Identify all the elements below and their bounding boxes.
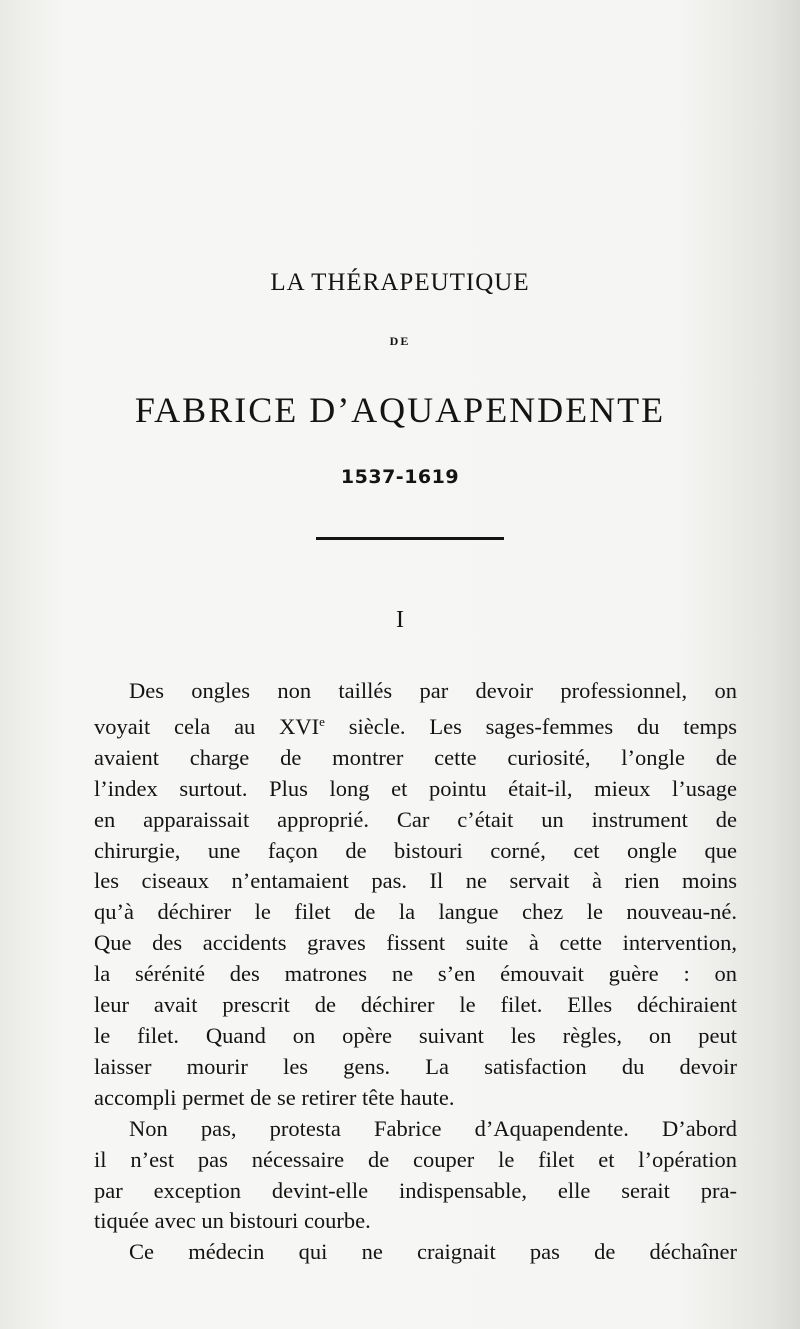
text-line: chirurgie, une façon de bistouri corné, cet ongle que	[94, 837, 737, 863]
text-line: tiquée avec un bistouri courbe.	[94, 1208, 371, 1234]
text-line: la sérénité des matrones ne s’en émouvait guère : on	[94, 961, 737, 987]
text-line: Que des accidents graves fissent suite à cette intervention,	[94, 930, 737, 956]
paragraph-3	[94, 1237, 737, 1268]
life-dates: 1537-1619	[340, 466, 460, 488]
text-fragment: siècle. Les sages-femmes du temps	[324, 713, 737, 739]
text-line: le filet. Quand on opère suivant les règles, on peut	[94, 1022, 737, 1048]
text-line: les ciseaux n’entamaient pas. Il ne servait à rien moins	[94, 868, 737, 894]
superscript: e	[319, 713, 325, 729]
text-line: Ce médecin qui ne craignait pas de déchaîner	[129, 1239, 737, 1265]
title-divider	[316, 537, 504, 540]
section-number: I	[396, 607, 404, 633]
text-line: leur avait prescrit de déchirer le filet. Elles déchiraient	[94, 992, 737, 1018]
text-line: par exception devint-elle indispensable, elle serait pra-	[94, 1177, 737, 1203]
paragraph-2	[94, 1114, 737, 1238]
text-fragment: voyait cela au XVI	[94, 713, 320, 739]
text-line: il n’est pas nécessaire de couper le filet et l’opération	[94, 1146, 737, 1172]
text-line: accompli permet de se retirer tête haute.	[94, 1084, 455, 1110]
text-line: laisser mourir les gens. La satisfaction du devoir	[94, 1053, 737, 1079]
heading-connector: DE	[389, 334, 411, 348]
text-line: Des ongles non taillés par devoir professionnel, on	[129, 678, 737, 703]
text-line: qu’à déchirer le filet de la langue chez le nouveau-né.	[94, 899, 737, 925]
text-line: Non pas, protesta Fabrice d’Aquapendente. D’abord	[129, 1115, 737, 1141]
text-line: en apparaissait approprié. Car c’était un instrument de	[94, 806, 737, 832]
chapter-title: FABRICE D’AQUAPENDENTE	[134, 390, 666, 430]
text-line: avaient charge de montrer cette curiosité, l’ongle de	[94, 744, 737, 770]
heading-kicker: LA THÉRAPEUTIQUE	[270, 269, 530, 296]
text-line: l’index surtout. Plus long et pointu était-il, mieux l’usage	[94, 775, 737, 801]
body-text	[94, 676, 737, 1268]
paragraph-1	[94, 676, 737, 1114]
text-line	[94, 707, 737, 743]
